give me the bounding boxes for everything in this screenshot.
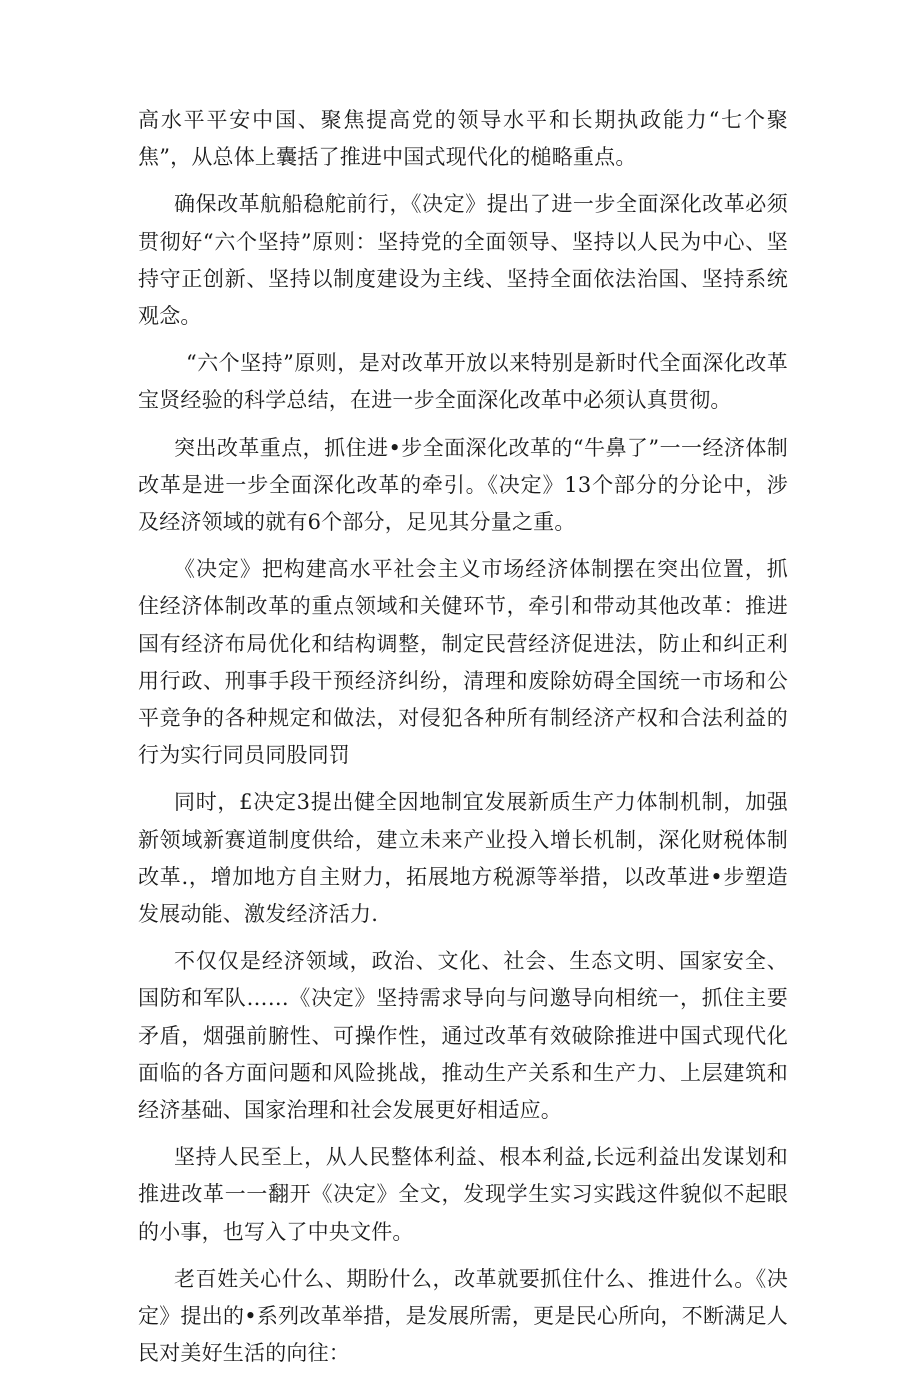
paragraph-4: 突出改革重点，抓住进•步全面深化改革的“牛鼻了”一一经济体制改革是进一步全面深化改革的牵引。《决定》13个部分的分论中，涉及经济领域的就有6个部分，足见其分量之重。 [138, 435, 788, 535]
paragraph-8: 坚持人民至上，从人民整体利益、根本利益,长远利益出发谋划和推进改革一一翻开《决定》全文，发现学生实习实践这件貌似不起眼的小事，也写入了中央文件。 [138, 1145, 788, 1244]
paragraph-9: 老百姓关心什么、期盼什么，改革就要抓住什么、推进什么。《决定》提出的•系列改革举措，是发展所需，更是民心所向，不断满足人民对美好生活的向往： [138, 1266, 788, 1366]
paragraph-7: 不仅仅是经济领域，政治、文化、社会、生态文明、国家安全、国防和军队……《决定》坚持需求导向与问邀导向相统一，抓住主要矛盾，烟强前腑性、可操作性，通过改革有效破除推进中国式现代化面临的各方面问题和风险挑战，推动生产关系和生产力、上层建筑和经济基础、国家治理和社会发展更好相适应。 [138, 949, 788, 1123]
paragraph-1: 高水平平安中国、聚焦提高党的领导水平和长期执政能力“七个聚焦”，从总体上囊括了推进中国式现代化的槌略重点。 [138, 108, 788, 170]
paragraph-2: 确保改革航船稳舵前行，《决定》提出了进一步全面深化改革必须贯彻好“六个坚持”原则：坚持党的全面领导、坚持以人民为中心、坚持守正创新、坚持以制度建设为主线、坚持全面依法治国、坚持系统观念。 [138, 192, 788, 329]
paragraph-6: 同时，£决定3提出健全因地制宜发展新质生产力体制机制，加强新领域新赛道制度供给，建立未来产业投入增长机制，深化财税体制改革.，增加地方自主财力，拓展地方税源等举措，以改革进•步塑造发展动能、激发经济活力. [138, 790, 788, 927]
paragraph-5: 《决定》把构建高水平社会主义市场经济体制摆在突出位置，抓住经济体制改革的重点领域和关健环节，牵引和带动其他改革：推进国有经济布局优化和结构调整，制定民营经济促进法，防止和纠正利用行政、刑事手段干预经济纠纷，清理和废除妨碍全国统一市场和公平竞争的各种规定和做法，对侵犯各种所有制经济产权和合法利益的行为实行同员同股同罚 [138, 557, 788, 768]
document-body [138, 102, 788, 1383]
paragraph-3: “六个坚持”原则，是对改革开放以来特别是新时代全面深化改革宝贤经验的科学总结，在进一步全面深化改革中必须认真贯彻。 [138, 351, 788, 413]
